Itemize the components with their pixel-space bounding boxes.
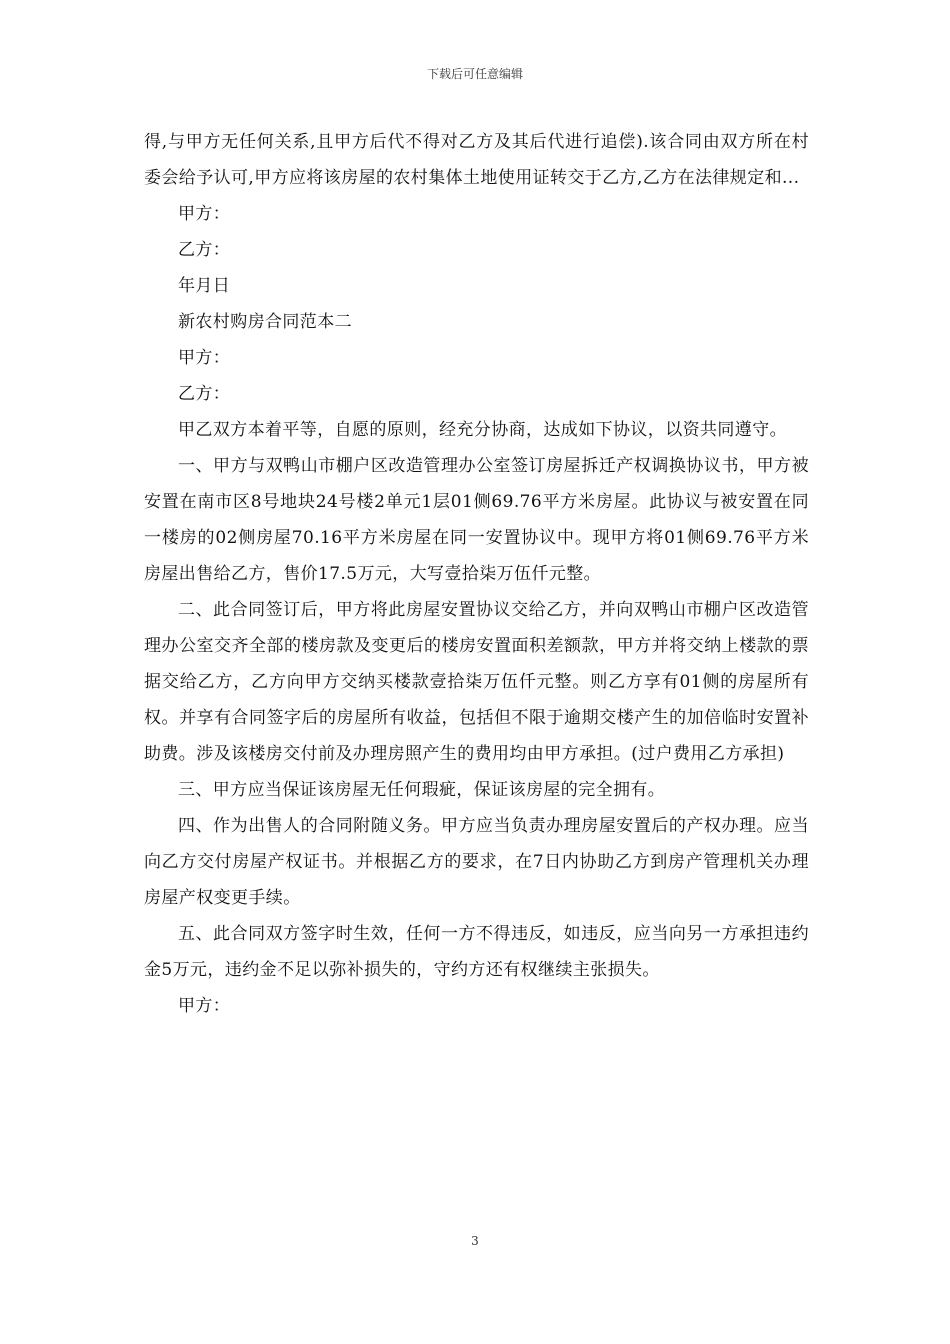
clause-3: 三、甲方应当保证该房屋无任何瑕疵，保证该房屋的完全拥有。 [178, 780, 666, 800]
party-b-label: 乙方： [178, 384, 231, 404]
section-title: 新农村购房合同范本二 [178, 312, 352, 332]
clause-2: 二、此合同签订后，甲方将此房屋安置协议交给乙方，并向双鸭山市棚户区改造管理办公室交齐全部的楼房款及变更后的楼房安置面积差额款，甲方并将交纳上楼款的票据交给乙方，乙方向甲方交纳买楼款壹拾柒万伍仟元整。则乙方享有01侧的房屋所有权。并享有合同签字后的房屋所有收益，包括但不限于逾期交楼产生的加倍临时安置补助费。涉及该楼房交付前及办理房照产生的费用均由甲方承担。(过户费用乙方承担) [144, 600, 809, 764]
clause-5: 五、此合同双方签字时生效，任何一方不得违反，如违反，应当向另一方承担违约金5万元，违约金不足以弥补损失的，守约方还有权继续主张损失。 [144, 924, 809, 980]
party-a-label: 甲方： [178, 204, 231, 224]
clause-4: 四、作为出售人的合同附随义务。甲方应当负责办理房屋安置后的产权办理。应当向乙方交付房屋产权证书。并根据乙方的要求，在7日内协助乙方到房产管理机关办理房屋产权变更手续。 [144, 816, 809, 908]
date-line: 年月日 [178, 276, 231, 296]
page-header: 下载后可任意编辑 [426, 67, 523, 81]
paragraph-continuation: 得,与甲方无任何关系,且甲方后代不得对乙方及其后代进行追偿).该合同由双方所在村委会给予认可,甲方应将该房屋的农村集体土地使用证转交于乙方,乙方在法律规定和... [144, 132, 809, 188]
page-number: 3 [471, 1234, 479, 1248]
preamble-paragraph: 甲乙双方本着平等，自愿的原则，经充分协商，达成如下协议，以资共同遵守。 [178, 420, 787, 440]
clause-1: 一、甲方与双鸭山市棚户区改造管理办公室签订房屋拆迁产权调换协议书，甲方被安置在南市区8号地块24号楼2单元1层01侧69.76平方米房屋。此协议与被安置在同一楼房的02侧房屋70.16平方米房屋在同一安置协议中。现甲方将01侧69.76平方米房屋出售给乙方，售价17.5万元，大写壹拾柒万伍仟元整。 [144, 456, 809, 584]
party-a-signature-label: 甲方： [178, 996, 231, 1016]
document-body [144, 124, 809, 1024]
party-a-label: 甲方： [178, 348, 231, 368]
party-b-label: 乙方： [178, 240, 231, 260]
